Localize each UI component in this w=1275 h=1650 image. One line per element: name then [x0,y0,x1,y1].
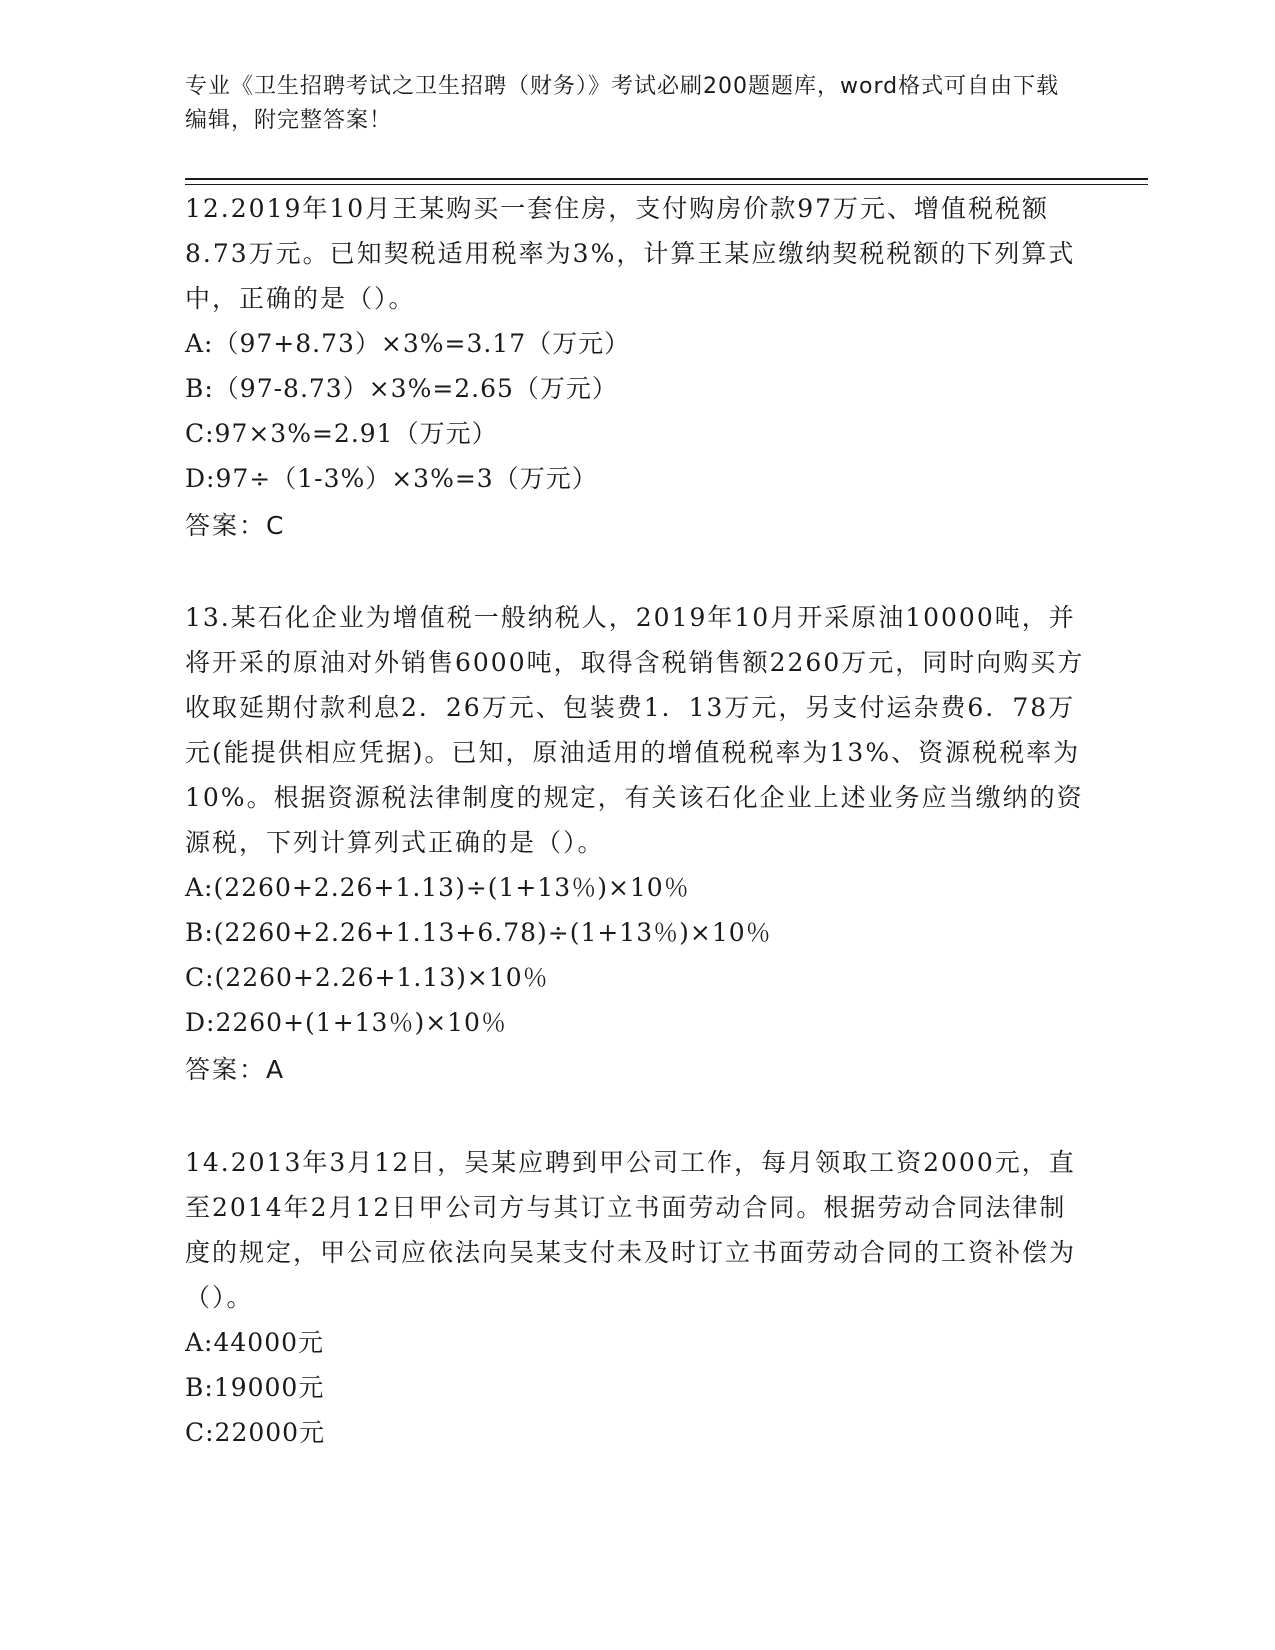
option-a: A:44000元 [185,1328,325,1357]
option-b: B:19000元 [185,1373,325,1402]
question-12 [185,186,1085,548]
answer-line: 答案：A [185,1055,286,1084]
option-b: B:（97-8.73）×3%=2.65（万元） [185,374,618,403]
question-14 [185,1140,1085,1455]
option-d: D:97÷（1-3%）×3%=3（万元） [185,464,598,493]
question-stem: 14.2013年3月12日，吴某应聘到甲公司工作，每月领取工资2000元，直至2014年2月12日甲公司方与其订立书面劳动合同。根据劳动合同法律制度的规定，甲公司应依法向吴某支付未及时订立书面劳动合同的工资补偿为（）。 [185,1148,1077,1312]
header-divider-thick [185,178,1148,180]
option-a: A:（97+8.73）×3%=3.17（万元） [185,329,631,358]
option-b: B:(2260+2.26+1.13+6.78)÷(1+13％)×10％ [185,918,772,947]
option-c: C:97×3%=2.91（万元） [185,419,498,448]
option-a: A:(2260+2.26+1.13)÷(1+13％)×10％ [185,873,690,902]
question-13 [185,595,1085,1092]
answer-line: 答案：C [185,511,286,540]
header-divider-thin [185,184,1148,185]
option-c: C:(2260+2.26+1.13)×10％ [185,963,549,992]
option-d: D:2260+(1+13％)×10％ [185,1008,507,1037]
question-stem: 12.2019年10月王某购买一套住房，支付购房价款97万元、增值税税额8.73万元。已知契税适用税率为3%，计算王某应缴纳契税税额的下列算式中，正确的是（）。 [185,194,1076,313]
option-c: C:22000元 [185,1418,326,1447]
question-stem: 13.某石化企业为增值税一般纳税人，2019年10月开采原油10000吨，并将开采的原油对外销售6000吨，取得含税销售额2260万元，同时向购买方收取延期付款利息2．26万元、包装费1．13万元，另支付运杂费6．78万元(能提供相应凭据)。已知，原油适用的增值税税率为13%、资源税税率为10%。根据资源税法律制度的规定，有关该石化企业上述业务应当缴纳的资源税，下列计算列式正确的是（）。 [185,603,1085,857]
document-header: 专业《卫生招聘考试之卫生招聘（财务）》考试必刷200题题库，word格式可自由下载编辑，附完整答案！ [185,74,1060,133]
